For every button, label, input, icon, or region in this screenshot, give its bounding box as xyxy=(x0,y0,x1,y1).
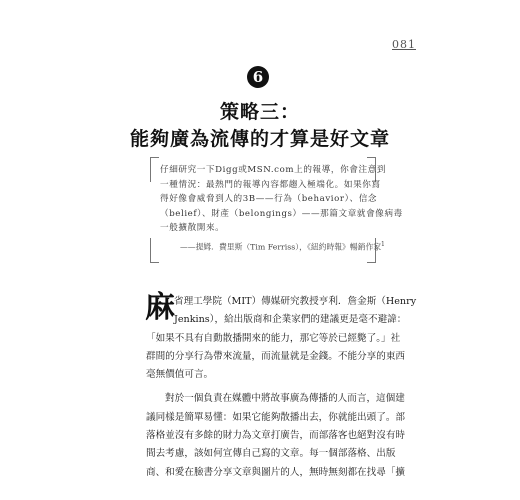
bracket-top-left xyxy=(150,157,159,182)
page-number: 081 xyxy=(392,38,416,51)
paragraph-2 xyxy=(146,390,406,481)
body-line: 群間的分享行為帶來流量，而流量就是金錢。不能分享的東西 xyxy=(146,350,406,362)
paragraph-1 xyxy=(145,290,417,384)
body-line: 商、和愛在臉書分享文章與圖片的人，無時無刻都在找尋「擴 xyxy=(146,466,406,478)
body-line: 省理工學院（MIT）傳媒研究教授亨利．詹金斯（Henry xyxy=(174,296,417,307)
chapter-title-line-1: 策略三： xyxy=(219,101,300,123)
epigraph-line: （belief）、財產（belongings）——那篇文章就會像病毒 xyxy=(160,208,403,219)
chapter-title-line-2: 能夠廣為流傳的才算是好文章 xyxy=(129,128,390,150)
epigraph-attribution xyxy=(180,241,385,253)
chapter-number-badge: 6 xyxy=(247,66,269,88)
body-line: 議同樣是簡單易懂：如果它能夠散播出去，你就能出頭了。部 xyxy=(146,411,406,423)
epigraph-line: 仔細研究一下Digg或MSN.com上的報導，你會注意到 xyxy=(160,165,387,175)
bracket-bottom-left xyxy=(150,238,159,263)
epigraph-line: 得好像會威脅到人的3B——行為（behavior）、信念 xyxy=(160,194,378,205)
body-line: Jenkins），給出版商和企業家們的建議更是毫不避諱： xyxy=(174,314,407,326)
body-line: 「如果不具有自動散播開來的能力，那它等於已經斃了。」社 xyxy=(146,332,401,344)
body-line: 毫無價值可言。 xyxy=(146,369,214,381)
epigraph-quote-box xyxy=(150,157,403,263)
drop-cap: 麻 xyxy=(145,290,175,325)
attribution-text: ——提姆．費里斯（Tim Ferriss），《紐約時報》暢銷作家 xyxy=(180,242,382,252)
footnote-marker: 1 xyxy=(381,241,385,248)
epigraph-line: 一種情況：最熱門的報導內容都趨入極端化。如果你寫 xyxy=(160,179,381,190)
body-line: 對於一個負責在媒體中將故事廣為傳播的人而言，這個建 xyxy=(165,393,405,405)
epigraph-text xyxy=(160,163,403,236)
epigraph-line: 一般擴散開來。 xyxy=(160,223,225,234)
body-text xyxy=(145,290,417,482)
body-line: 間去考慮，該如何宣傳自己寫的文章。每一個部落格、出版 xyxy=(146,448,396,460)
body-line: 落格並沒有多餘的財力為文章打廣告，而部落客也絕對沒有時 xyxy=(146,430,406,442)
